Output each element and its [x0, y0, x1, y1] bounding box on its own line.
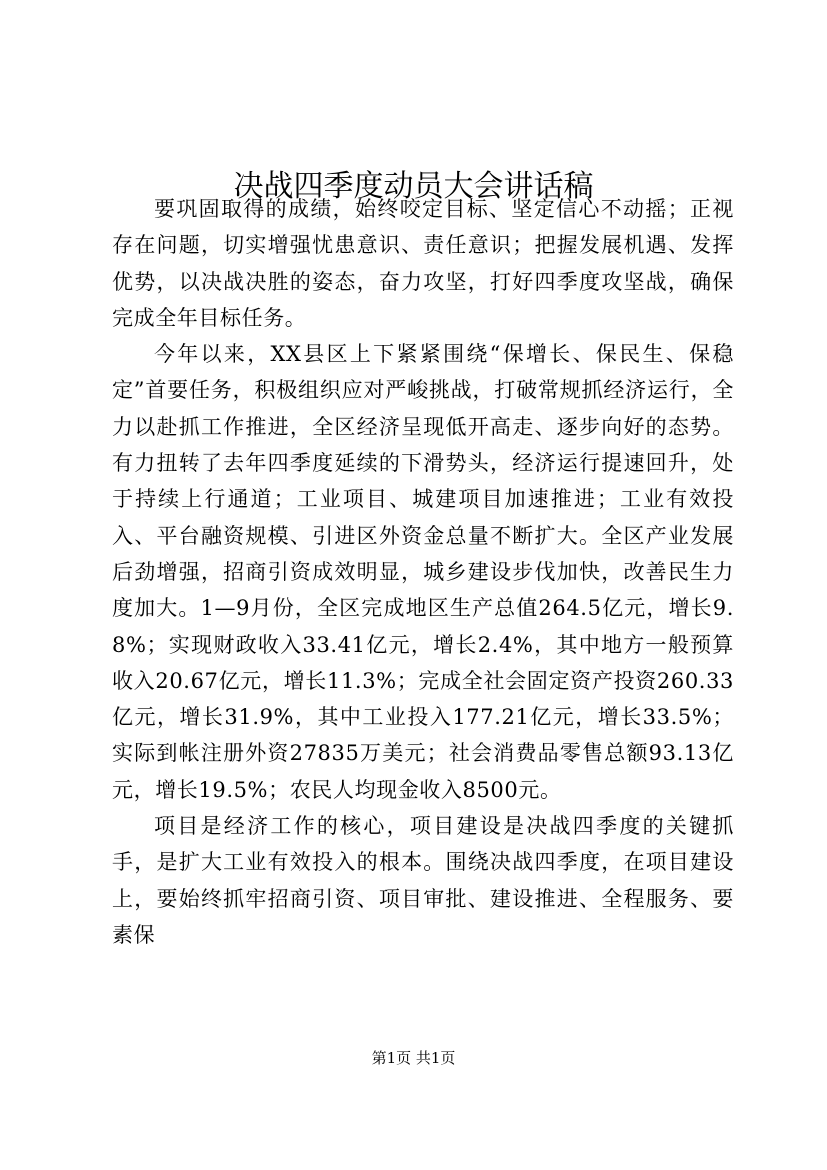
paragraph-2: 今年以来，XX县区上下紧紧围绕“保增长、保民生、保稳定”首要任务，积极组织应对严峻挑战，打破常规抓经济运行，全力以赴抓工作推进，全区经济呈现低开高走、逐步向好的态势。有力扭转了去年四季度延续的下滑势头，经济运行提速回升，处于持续上行通道；工业项目、城建项目加速推进；工业有效投入、平台融资规模、引进区外资金总量不断扩大。全区产业发展后劲增强，招商引资成效明显，城乡建设步伐加快，改善民生力度加大。1—9月份，全区完成地区生产总值264.5亿元，增长9.8%；实现财政收入33.41亿元，增长2.4%，其中地方一般预算收入20.67亿元，增长11.3%；完成全社会固定资产投资260.33亿元，增长31.9%，其中工业投入177.21亿元，增长33.5%；实际到帐注册外资27835万美元；社会消费品零售总额93.13亿元，增长19.5%；农民人均现金收入8500元。 [112, 342, 734, 802]
document-body [112, 191, 734, 953]
paragraph-3: 项目是经济工作的核心，项目建设是决战四季度的关键抓手，是扩大工业有效投入的根本。围绕决战四季度，在项目建设上，要始终抓牢招商引资、项目审批、建设推进、全程服务、要素保 [112, 814, 734, 947]
page-title: 决战四季度动员大会讲话稿 [233, 169, 594, 205]
paragraph-1: 要巩固取得的成绩，始终咬定目标、坚定信心不动摇；正视存在问题，切实增强忧患意识、责任意识；把握发展机遇、发挥优势，以决战决胜的姿态，奋力攻坚，打好四季度攻坚战，确保完成全年目标任务。 [112, 197, 734, 330]
page-footer: 第1页 共1页 [371, 1049, 456, 1067]
